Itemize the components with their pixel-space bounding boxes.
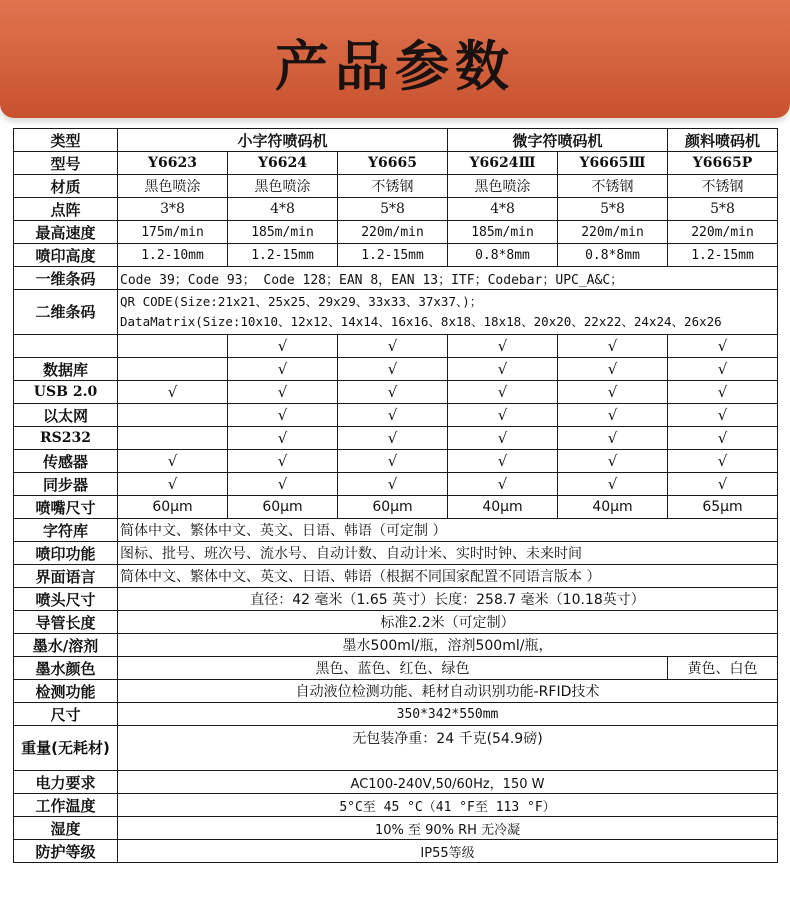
- row-blank-checks: [14, 335, 778, 358]
- check-cell: √: [448, 381, 558, 404]
- check-cell: √: [228, 404, 338, 427]
- print-func-value: 图标、批号、班次号、流水号、自动计数、自动计米、实时时钟、未来时间: [118, 542, 778, 565]
- power-value: AC100-240V,50/60Hz，150 W: [118, 771, 778, 794]
- row-label: 界面语言: [14, 565, 118, 588]
- row-usb: [14, 381, 778, 404]
- check-cell: √: [228, 427, 338, 450]
- row-height: [14, 244, 778, 267]
- row-ink-color: [14, 657, 778, 680]
- row-label: 最高速度: [14, 221, 118, 244]
- row-label: [14, 335, 118, 358]
- head-size-value: 直径：42 毫米（1.65 英寸）长度：258.7 毫米（10.18英寸）: [118, 588, 778, 611]
- row-database: [14, 358, 778, 381]
- material-cell: 不锈钢: [668, 175, 778, 198]
- row-label: 一维条码: [14, 267, 118, 290]
- check-cell: √: [228, 473, 338, 496]
- humidity-value: 10% 至 90% RH 无冷凝: [118, 817, 778, 840]
- row-label: 检测功能: [14, 680, 118, 703]
- dots-cell: 5*8: [668, 198, 778, 221]
- ui-lang-value: 简体中文、繁体中文、英文、日语、韩语（根据不同国家配置不同语言版本 ）: [118, 565, 778, 588]
- row-label: 二维条码: [14, 290, 118, 335]
- row-barcode-1d: [14, 267, 778, 290]
- check-cell: √: [558, 404, 668, 427]
- check-cell: √: [338, 358, 448, 381]
- speed-cell: 175m/min: [118, 221, 228, 244]
- check-cell: √: [228, 335, 338, 358]
- height-cell: 1.2-15mm: [228, 244, 338, 267]
- dots-cell: 3*8: [118, 198, 228, 221]
- group-pigment: 颜料喷码机: [668, 129, 778, 152]
- check-cell: √: [448, 473, 558, 496]
- height-cell: 0.8*8mm: [558, 244, 668, 267]
- check-cell: √: [558, 358, 668, 381]
- height-cell: 1.2-10mm: [118, 244, 228, 267]
- speed-cell: 185m/min: [228, 221, 338, 244]
- row-weight: [14, 726, 778, 771]
- check-cell: √: [668, 404, 778, 427]
- row-power: [14, 771, 778, 794]
- speed-cell: 220m/min: [338, 221, 448, 244]
- height-cell: 1.2-15mm: [668, 244, 778, 267]
- row-material: [14, 175, 778, 198]
- row-label: USB 2.0: [14, 381, 118, 404]
- check-cell: √: [558, 427, 668, 450]
- check-cell: √: [668, 450, 778, 473]
- row-model: [14, 152, 778, 175]
- check-cell: [118, 427, 228, 450]
- row-charset: [14, 519, 778, 542]
- row-label: 重量(无耗材): [14, 726, 118, 771]
- check-cell: √: [338, 404, 448, 427]
- check-cell: √: [558, 450, 668, 473]
- row-label: 喷印高度: [14, 244, 118, 267]
- check-cell: √: [558, 335, 668, 358]
- check-cell: √: [668, 335, 778, 358]
- check-cell: √: [448, 335, 558, 358]
- row-label: 墨水颜色: [14, 657, 118, 680]
- temp-value: 5°C至 45 °C（41 °F至 113 °F）: [118, 794, 778, 817]
- qr-code-line: QR CODE(Size:21x21、25x25、29x29、33x33、37x37、)；: [120, 294, 483, 309]
- check-cell: √: [448, 427, 558, 450]
- material-cell: 不锈钢: [558, 175, 668, 198]
- material-cell: 黑色喷涂: [448, 175, 558, 198]
- row-humidity: [14, 817, 778, 840]
- dots-cell: 4*8: [228, 198, 338, 221]
- row-label: 传感器: [14, 450, 118, 473]
- check-cell: √: [338, 381, 448, 404]
- material-cell: 不锈钢: [338, 175, 448, 198]
- check-cell: √: [228, 381, 338, 404]
- row-label: 型号: [14, 152, 118, 175]
- check-cell: [118, 404, 228, 427]
- speed-cell: 220m/min: [558, 221, 668, 244]
- check-cell: √: [338, 473, 448, 496]
- row-dots: [14, 198, 778, 221]
- row-barcode-2d: [14, 290, 778, 335]
- nozzle-cell: 60μm: [228, 496, 338, 519]
- check-cell: √: [558, 381, 668, 404]
- row-label: 喷嘴尺寸: [14, 496, 118, 519]
- dots-cell: 5*8: [338, 198, 448, 221]
- speed-cell: 185m/min: [448, 221, 558, 244]
- title-banner: [0, 0, 790, 118]
- group-micro: 微字符喷码机: [448, 129, 668, 152]
- row-tube: [14, 611, 778, 634]
- row-label: 喷头尺寸: [14, 588, 118, 611]
- nozzle-cell: 60μm: [118, 496, 228, 519]
- row-protection: [14, 840, 778, 863]
- material-cell: 黑色喷涂: [228, 175, 338, 198]
- protection-value: IP55等级: [118, 840, 778, 863]
- check-cell: [118, 335, 228, 358]
- row-nozzle: [14, 496, 778, 519]
- check-cell: √: [448, 450, 558, 473]
- nozzle-cell: 40μm: [448, 496, 558, 519]
- check-cell: √: [668, 427, 778, 450]
- check-cell: √: [668, 473, 778, 496]
- model-cell: Y6623: [118, 152, 228, 175]
- row-print-func: [14, 542, 778, 565]
- model-cell: Y6665P: [668, 152, 778, 175]
- check-cell: √: [228, 358, 338, 381]
- height-cell: 1.2-15mm: [338, 244, 448, 267]
- ink-color-value: 黑色、蓝色、红色、绿色: [118, 657, 668, 680]
- row-size: [14, 703, 778, 726]
- nozzle-cell: 60μm: [338, 496, 448, 519]
- group-small: 小字符喷码机: [118, 129, 448, 152]
- barcode-2d-value: [118, 290, 778, 335]
- barcode-1d-value: Code 39；Code 93； Code 128；EAN 8，EAN 13；ITF；Codebar；UPC_A&C；: [118, 267, 778, 290]
- material-cell: 黑色喷涂: [118, 175, 228, 198]
- check-cell: √: [118, 381, 228, 404]
- row-sync: [14, 473, 778, 496]
- datamatrix-line: DataMatrix(Size:10x10、12x12、14x14、16x16、8x18、18x18、20x20、22x22、24x24、26x26: [120, 314, 722, 329]
- row-label: 同步器: [14, 473, 118, 496]
- check-cell: √: [448, 404, 558, 427]
- row-rs232: [14, 427, 778, 450]
- tube-value: 标准2.2米（可定制）: [118, 611, 778, 634]
- model-cell: Y6624: [228, 152, 338, 175]
- check-cell: √: [448, 358, 558, 381]
- check-cell: √: [668, 358, 778, 381]
- row-label: 点阵: [14, 198, 118, 221]
- ink-value: 墨水500ml/瓶，溶剂500ml/瓶，: [118, 634, 778, 657]
- ink-color-pigment-value: 黄色、白色: [668, 657, 778, 680]
- check-cell: √: [118, 473, 228, 496]
- dots-cell: 4*8: [448, 198, 558, 221]
- row-sensor: [14, 450, 778, 473]
- nozzle-cell: 40μm: [558, 496, 668, 519]
- row-ui-lang: [14, 565, 778, 588]
- charset-value: 简体中文、繁体中文、英文、日语、韩语（可定制 ）: [118, 519, 778, 542]
- check-cell: √: [338, 450, 448, 473]
- check-cell: [118, 358, 228, 381]
- row-type: [14, 129, 778, 152]
- row-label: 类型: [14, 129, 118, 152]
- row-detect: [14, 680, 778, 703]
- row-label: RS232: [14, 427, 118, 450]
- row-label: 防护等级: [14, 840, 118, 863]
- row-label: 湿度: [14, 817, 118, 840]
- row-ethernet: [14, 404, 778, 427]
- row-label: 电力要求: [14, 771, 118, 794]
- detect-value: 自动液位检测功能、耗材自动识别功能-RFID技术: [118, 680, 778, 703]
- row-label: 数据库: [14, 358, 118, 381]
- check-cell: √: [228, 450, 338, 473]
- dots-cell: 5*8: [558, 198, 668, 221]
- check-cell: √: [338, 335, 448, 358]
- height-cell: 0.8*8mm: [448, 244, 558, 267]
- model-cell: Y6665: [338, 152, 448, 175]
- nozzle-cell: 65μm: [668, 496, 778, 519]
- row-label: 以太网: [14, 404, 118, 427]
- size-value: 350*342*550mm: [118, 703, 778, 726]
- row-label: 尺寸: [14, 703, 118, 726]
- model-cell: Y6624Ⅲ: [448, 152, 558, 175]
- row-label: 字符库: [14, 519, 118, 542]
- model-cell: Y6665Ⅲ: [558, 152, 668, 175]
- row-label: 喷印功能: [14, 542, 118, 565]
- check-cell: √: [338, 427, 448, 450]
- spec-table: [13, 128, 778, 863]
- row-label: 导管长度: [14, 611, 118, 634]
- row-head-size: [14, 588, 778, 611]
- row-label: 墨水/溶剂: [14, 634, 118, 657]
- row-label: 材质: [14, 175, 118, 198]
- row-temp: [14, 794, 778, 817]
- row-label: 工作温度: [14, 794, 118, 817]
- row-ink: [14, 634, 778, 657]
- check-cell: √: [558, 473, 668, 496]
- weight-value: 无包装净重：24 千克(54.9磅): [118, 726, 778, 771]
- page-title: 产品参数: [275, 35, 515, 98]
- check-cell: √: [118, 450, 228, 473]
- speed-cell: 220m/min: [668, 221, 778, 244]
- check-cell: √: [668, 381, 778, 404]
- row-speed: [14, 221, 778, 244]
